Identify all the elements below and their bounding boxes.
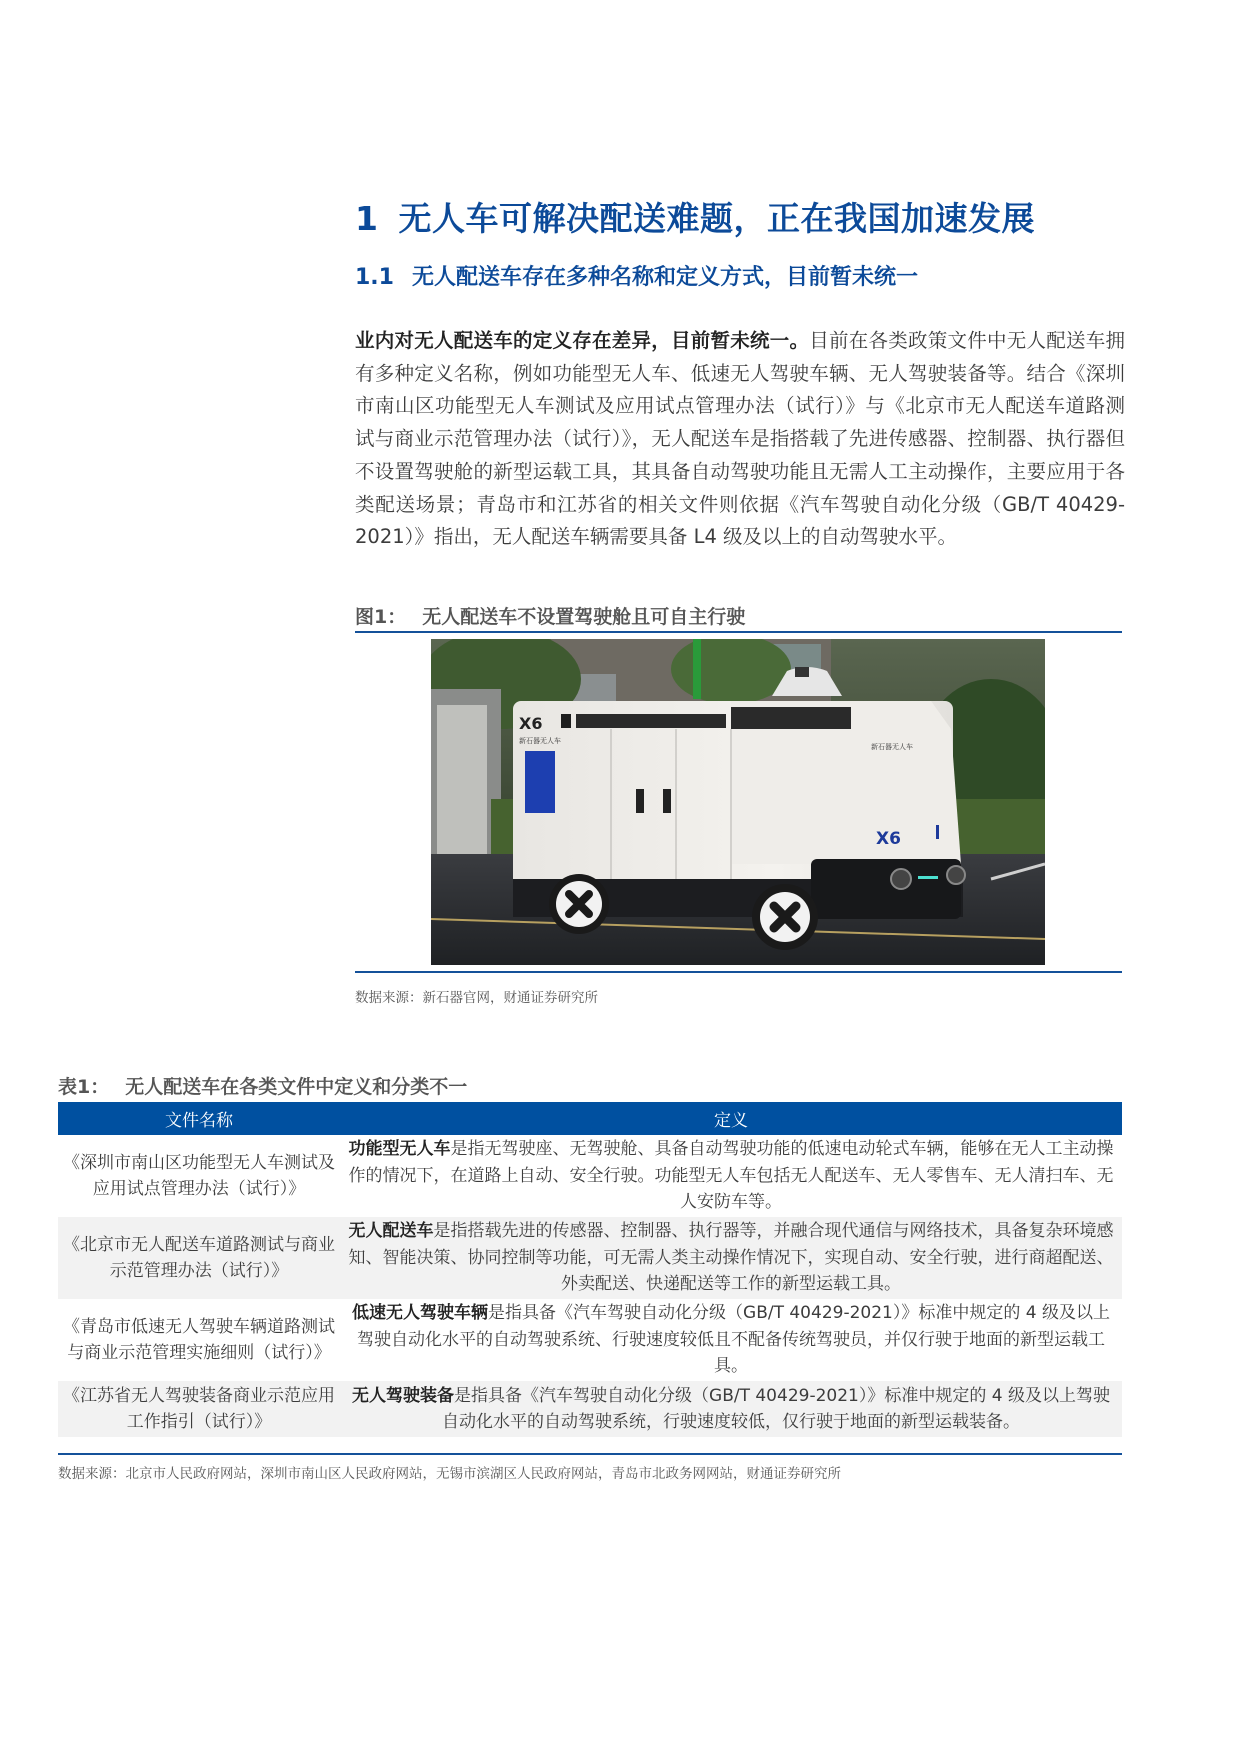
definition-cell <box>340 1381 1122 1437</box>
definition-cell <box>340 1299 1122 1381</box>
figure-caption: 无人配送车不设置驾驶舱且可自主行驶 <box>422 606 746 628</box>
definitions-table <box>58 1102 1122 1437</box>
figure-bottom-rule <box>355 971 1122 973</box>
header-doc-name: 文件名称 <box>58 1102 340 1135</box>
definition-text: 是指具备《汽车驾驶自动化分级（GB/T 40429-2021）》标准中规定的 4 级及以上驾驶自动化水平的自动驾驶系统、行驶速度较低且不配备传统驾驶员，并仅行驶于地面的新型运载工具。 <box>357 1303 1110 1377</box>
svg-text:新石器无人车: 新石器无人车 <box>871 743 913 751</box>
table-row <box>58 1135 1122 1217</box>
definition-text: 是指具备《汽车驾驶自动化分级（GB/T 40429-2021）》标准中规定的 4 级及以上驾驶自动化水平的自动驾驶系统，行驶速度较低，仅行驶于地面的新型运载装备。 <box>442 1385 1110 1432</box>
delivery-vehicle-image <box>431 639 1045 965</box>
table-row <box>58 1381 1122 1437</box>
doc-name-cell: 《北京市无人配送车道路测试与商业示范管理办法（试行）》 <box>58 1217 340 1299</box>
figure-source: 数据来源：新石器官网，财通证券研究所 <box>355 990 598 1006</box>
figure-photo <box>431 639 1045 965</box>
definition-term: 功能型无人车 <box>348 1139 451 1160</box>
svg-text:新石器无人车: 新石器无人车 <box>519 737 561 745</box>
figure-label: 图1： <box>355 606 407 628</box>
table-row <box>58 1299 1122 1381</box>
doc-name-cell: 《深圳市南山区功能型无人车测试及应用试点管理办法（试行）》 <box>58 1135 340 1217</box>
paragraph-body: 目前在各类政策文件中无人配送车拥有多种定义名称，例如功能型无人车、低速无人驾驶车辆、无人驾驶装备等。结合《深圳市南山区功能型无人车测试及应用试点管理办法（试行）》与《北京市无人配送车道路测试与商业示范管理办法（试行）》，无人配送车是指搭载了先进传感器、控制器、执行器但不设置驾驶舱的新型运载工具，其具备自动驾驶功能且无需人工主动操作，主要应用于各类配送场景；青岛市和江苏省的相关文件则依据《汽车驾驶自动化分级（GB/T 40429-2021）》指出，无人配送车辆需要具备 L4 级及以上的自动驾驶水平。 <box>355 329 1125 549</box>
subsection-number: 1.1 <box>355 265 394 290</box>
body-paragraph <box>355 325 1125 554</box>
definition-cell <box>340 1217 1122 1299</box>
svg-text:X6: X6 <box>519 714 543 733</box>
header-definition: 定义 <box>340 1102 1122 1135</box>
table-title <box>58 1072 467 1099</box>
definition-text: 是指搭载先进的传感器、控制器、执行器等，并融合现代通信与网络技术，具备复杂环境感知、智能决策、协同控制等功能，可无需人类主动操作情况下，实现自动、安全行驶，进行商超配送、外卖配送、快递配送等工作的新型运载工具。 <box>348 1221 1114 1295</box>
section-title: 无人车可解决配送难题，正在我国加速发展 <box>398 199 1035 238</box>
definition-term: 无人驾驶装备 <box>352 1385 455 1406</box>
table-header-row <box>58 1102 1122 1135</box>
definition-cell <box>340 1135 1122 1217</box>
table-caption: 无人配送车在各类文件中定义和分类不一 <box>125 1076 468 1098</box>
table-source: 数据来源：北京市人民政府网站，深圳市南山区人民政府网站，无锡市滨湖区人民政府网站，青岛市北政务网网站，财通证券研究所 <box>58 1466 841 1482</box>
svg-text:X6: X6 <box>876 829 901 849</box>
section-heading <box>355 193 1035 240</box>
section-number: 1 <box>355 199 379 238</box>
paragraph-lead: 业内对无人配送车的定义存在差异，目前暂未统一。 <box>355 329 810 352</box>
table-label: 表1： <box>58 1076 110 1098</box>
subsection-heading <box>355 260 918 291</box>
definition-text: 是指无驾驶座、无驾驶舱、具备自动驾驶功能的低速电动轮式车辆，能够在无人工主动操作的情况下，在道路上自动、安全行驶。功能型无人车包括无人配送车、无人零售车、无人清扫车、无人安防车等。 <box>348 1139 1114 1213</box>
table-bottom-rule <box>58 1453 1122 1455</box>
subsection-title: 无人配送车存在多种名称和定义方式，目前暂未统一 <box>411 265 918 290</box>
definition-term: 无人配送车 <box>348 1221 434 1242</box>
definition-term: 低速无人驾驶车辆 <box>352 1303 489 1324</box>
figure-top-rule <box>355 631 1122 633</box>
doc-name-cell: 《江苏省无人驾驶装备商业示范应用工作指引（试行）》 <box>58 1381 340 1437</box>
table-row <box>58 1217 1122 1299</box>
doc-name-cell: 《青岛市低速无人驾驶车辆道路测试与商业示范管理实施细则（试行）》 <box>58 1299 340 1381</box>
figure-title <box>355 602 745 629</box>
